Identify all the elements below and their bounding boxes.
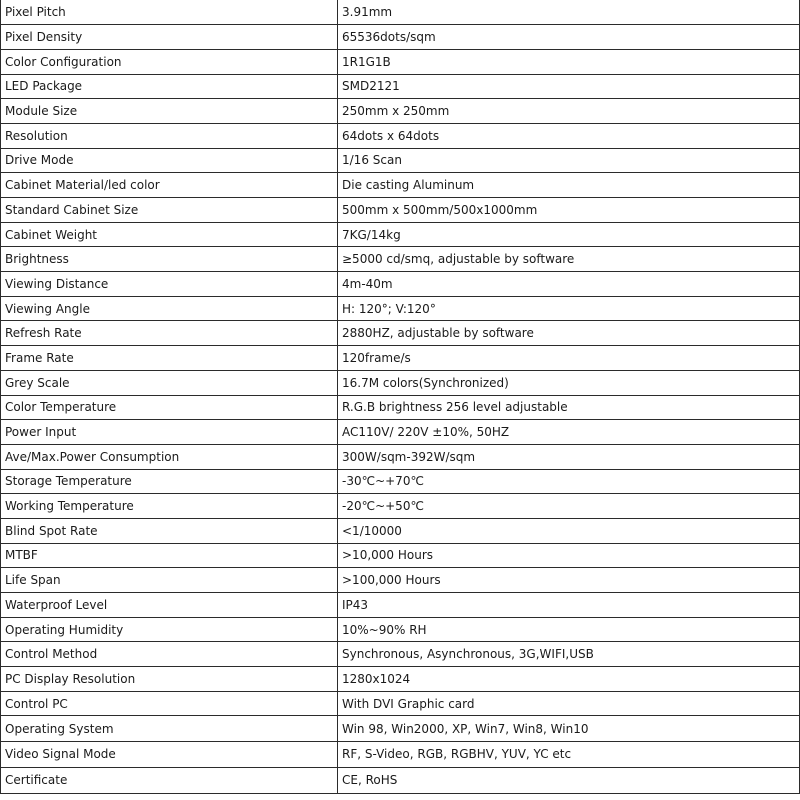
spec-row-power-consumption <box>1 444 800 469</box>
spec-label: Pixel Density <box>1 25 338 50</box>
spec-row-waterproof-level <box>1 593 800 618</box>
spec-value: Synchronous, Asynchronous, 3G,WIFI,USB <box>338 642 800 667</box>
spec-row-viewing-distance <box>1 272 800 297</box>
spec-row-color-configuration <box>1 49 800 74</box>
spec-value: 250mm x 250mm <box>338 99 800 124</box>
spec-value: ≥5000 cd/smq, adjustable by software <box>338 247 800 272</box>
spec-label: Refresh Rate <box>1 321 338 346</box>
spec-row-cabinet-material <box>1 173 800 198</box>
spec-label: Viewing Angle <box>1 296 338 321</box>
spec-value: 10%~90% RH <box>338 617 800 642</box>
spec-label: Storage Temperature <box>1 469 338 494</box>
spec-row-power-input <box>1 420 800 445</box>
spec-label: LED Package <box>1 74 338 99</box>
spec-value: With DVI Graphic card <box>338 691 800 716</box>
spec-value: Win 98, Win2000, XP, Win7, Win8, Win10 <box>338 716 800 742</box>
spec-value: CE, RoHS <box>338 767 800 793</box>
spec-row-control-method <box>1 642 800 667</box>
spec-value: 1280x1024 <box>338 667 800 692</box>
spec-value: 120frame/s <box>338 346 800 371</box>
spec-value: <1/10000 <box>338 518 800 543</box>
spec-value: R.G.B brightness 256 level adjustable <box>338 395 800 420</box>
spec-label: Viewing Distance <box>1 272 338 297</box>
spec-value: >100,000 Hours <box>338 568 800 593</box>
spec-value: 300W/sqm-392W/sqm <box>338 444 800 469</box>
spec-table-body <box>1 0 800 793</box>
spec-label: Life Span <box>1 568 338 593</box>
spec-row-brightness <box>1 247 800 272</box>
spec-value: H: 120°; V:120° <box>338 296 800 321</box>
spec-label: Certificate <box>1 767 338 793</box>
spec-value: 64dots x 64dots <box>338 123 800 148</box>
spec-row-led-package <box>1 74 800 99</box>
spec-label: Operating Humidity <box>1 617 338 642</box>
spec-row-pc-display-resolution <box>1 667 800 692</box>
spec-label: Power Input <box>1 420 338 445</box>
spec-value: 1/16 Scan <box>338 148 800 173</box>
spec-row-resolution <box>1 123 800 148</box>
spec-value: -20℃~+50℃ <box>338 494 800 519</box>
spec-label: Cabinet Weight <box>1 222 338 247</box>
spec-row-storage-temperature <box>1 469 800 494</box>
spec-label: Control Method <box>1 642 338 667</box>
spec-value: 7KG/14kg <box>338 222 800 247</box>
spec-value: >10,000 Hours <box>338 543 800 568</box>
spec-label: Color Temperature <box>1 395 338 420</box>
spec-row-pixel-density <box>1 25 800 50</box>
spec-row-cabinet-weight <box>1 222 800 247</box>
spec-value: 4m-40m <box>338 272 800 297</box>
spec-value: 3.91mm <box>338 0 800 25</box>
spec-row-life-span <box>1 568 800 593</box>
spec-value: -30℃~+70℃ <box>338 469 800 494</box>
spec-row-grey-scale <box>1 370 800 395</box>
spec-row-working-temperature <box>1 494 800 519</box>
spec-value: SMD2121 <box>338 74 800 99</box>
spec-label: Working Temperature <box>1 494 338 519</box>
spec-row-control-pc <box>1 691 800 716</box>
spec-label: Drive Mode <box>1 148 338 173</box>
spec-label: Grey Scale <box>1 370 338 395</box>
spec-value: 65536dots/sqm <box>338 25 800 50</box>
spec-label: Control PC <box>1 691 338 716</box>
spec-label: Color Configuration <box>1 49 338 74</box>
spec-label: Cabinet Material/led color <box>1 173 338 198</box>
spec-row-pixel-pitch <box>1 0 800 25</box>
spec-row-video-signal-mode <box>1 742 800 768</box>
spec-value: 2880HZ, adjustable by software <box>338 321 800 346</box>
spec-label: Module Size <box>1 99 338 124</box>
spec-label: Video Signal Mode <box>1 742 338 768</box>
spec-value: RF, S-Video, RGB, RGBHV, YUV, YC etc <box>338 742 800 768</box>
spec-label: Frame Rate <box>1 346 338 371</box>
spec-label: Standard Cabinet Size <box>1 198 338 223</box>
spec-value: AC110V/ 220V ±10%, 50HZ <box>338 420 800 445</box>
spec-row-viewing-angle <box>1 296 800 321</box>
spec-label: Ave/Max.Power Consumption <box>1 444 338 469</box>
spec-label: Brightness <box>1 247 338 272</box>
spec-row-refresh-rate <box>1 321 800 346</box>
spec-row-certificate <box>1 767 800 793</box>
spec-value: 1R1G1B <box>338 49 800 74</box>
spec-label: Resolution <box>1 123 338 148</box>
spec-label: Operating System <box>1 716 338 742</box>
spec-label: Pixel Pitch <box>1 0 338 25</box>
spec-row-frame-rate <box>1 346 800 371</box>
spec-value: IP43 <box>338 593 800 618</box>
spec-label: Blind Spot Rate <box>1 518 338 543</box>
spec-label: MTBF <box>1 543 338 568</box>
spec-label: PC Display Resolution <box>1 667 338 692</box>
spec-row-mtbf <box>1 543 800 568</box>
spec-value: 16.7M colors(Synchronized) <box>338 370 800 395</box>
spec-value: Die casting Aluminum <box>338 173 800 198</box>
spec-row-module-size <box>1 99 800 124</box>
spec-row-operating-system <box>1 716 800 742</box>
spec-label: Waterproof Level <box>1 593 338 618</box>
spec-row-operating-humidity <box>1 617 800 642</box>
spec-row-blind-spot-rate <box>1 518 800 543</box>
spec-row-drive-mode <box>1 148 800 173</box>
spec-row-color-temperature <box>1 395 800 420</box>
spec-value: 500mm x 500mm/500x1000mm <box>338 198 800 223</box>
spec-row-standard-cabinet-size <box>1 198 800 223</box>
